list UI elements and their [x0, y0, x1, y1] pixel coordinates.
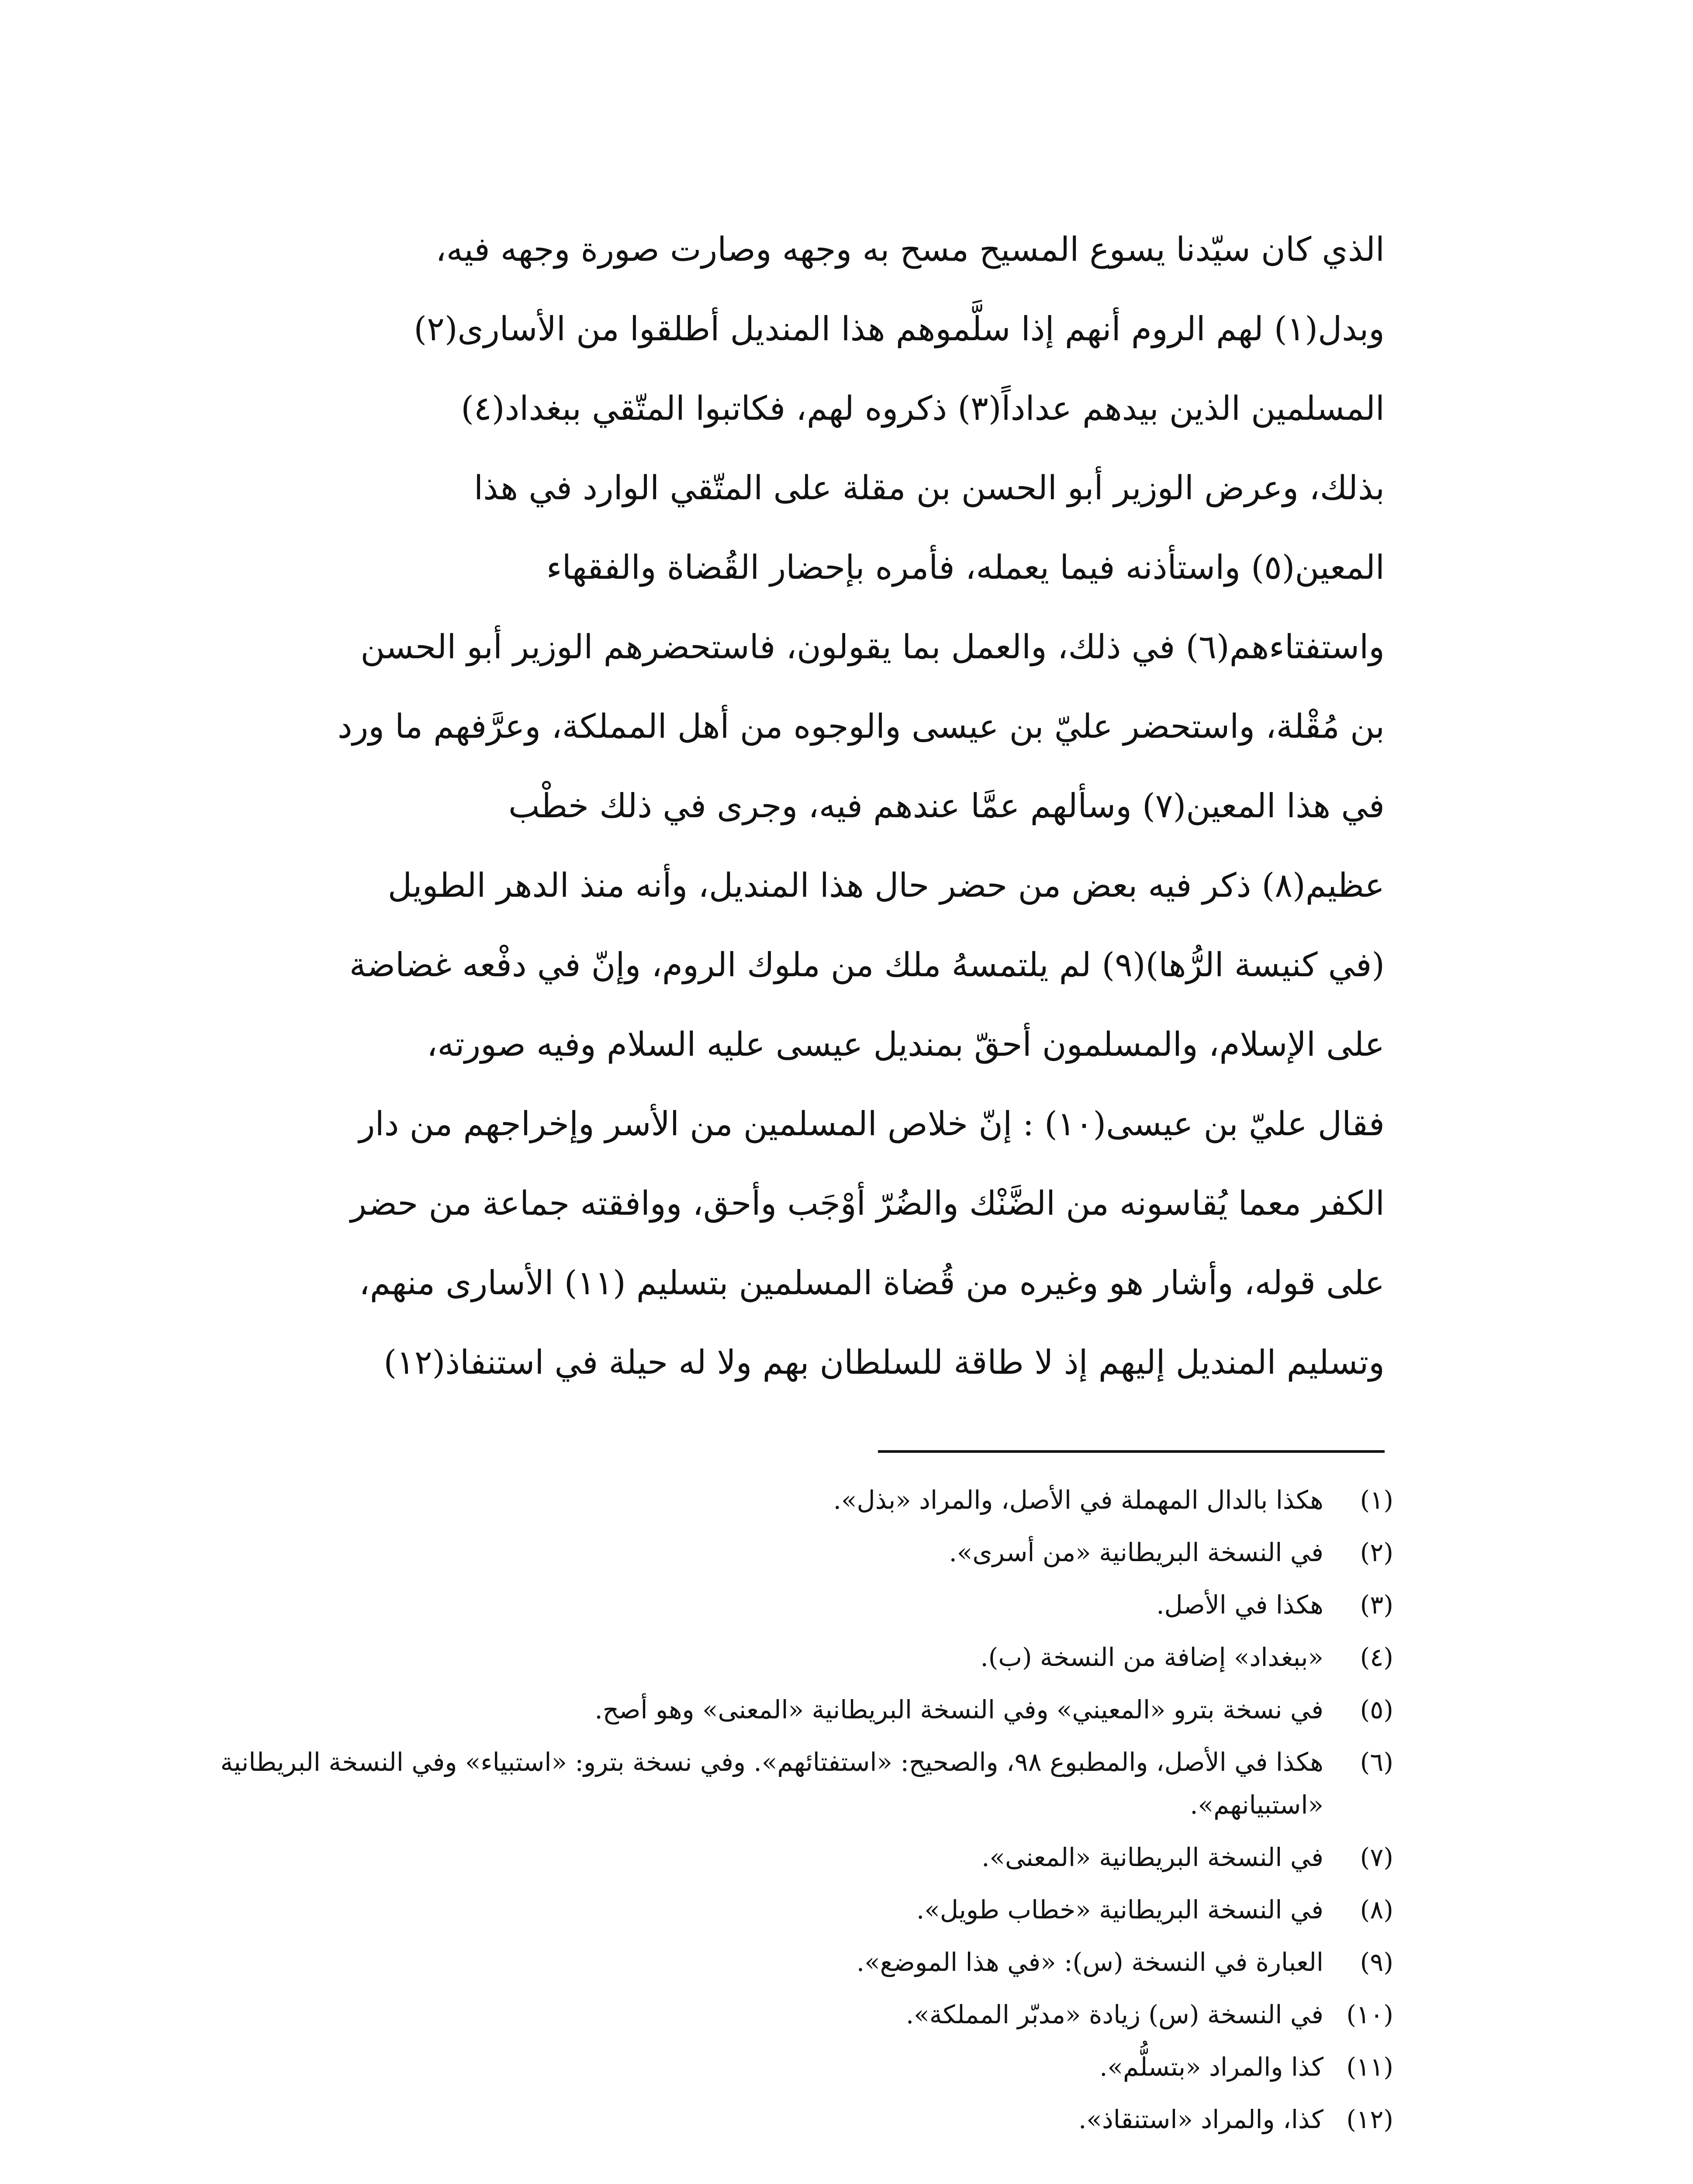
footnote-item	[118, 1688, 1393, 1731]
text-line: في هذا المعين(٧) وسألهم عمَّا عندهم فيه، وجرى في ذلك خطْب	[508, 786, 1385, 825]
footnote-item	[118, 1836, 1393, 1879]
footnote-text: في النسخة البريطانية «خطاب طويل».	[916, 1895, 1323, 1925]
footnote-item	[118, 1479, 1393, 1521]
footnote-number: (١٠)	[1346, 2000, 1393, 2029]
footnote-item	[118, 1888, 1393, 1931]
footnote-number: (٧)	[1360, 1842, 1393, 1872]
footnote-number: (٨)	[1360, 1895, 1393, 1925]
footnote-number: (١١)	[1346, 2052, 1393, 2082]
footnote-item	[118, 1583, 1393, 1626]
footnote-text: هكذا بالدال المهملة في الأصل، والمراد «بذل».	[833, 1485, 1323, 1515]
footnote-item	[118, 1741, 1393, 1826]
footnote-item	[118, 1993, 1393, 2036]
text-line: وبدل(١) لهم الروم أنهم إذا سلَّموهم هذا المنديل أطلقوا من الأسارى(٢)	[414, 309, 1385, 348]
footnote-item	[118, 1941, 1393, 1984]
footnote-text: هكذا في الأصل.	[1156, 1590, 1323, 1620]
footnotes-list	[118, 1479, 1393, 2150]
footnote-number: (١)	[1360, 1485, 1393, 1515]
text-line: بن مُقْلة، واستحضر عليّ بن عيسى والوجوه من أهل المملكة، وعرَّفهم ما ورد	[337, 707, 1385, 746]
text-line: (في كنيسة الرُّها)(٩) لم يلتمسهُ ملك من ملوك الروم، وإنّ في دفْعه غضاضة	[349, 945, 1385, 984]
footnote-text: كذا، والمراد «استنقاذ».	[1078, 2105, 1323, 2134]
footnote-number: (٩)	[1360, 1947, 1393, 1977]
text-line: عظيم(٨) ذكر فيه بعض من حضر حال هذا المنديل، وأنه منذ الدهر الطويل	[387, 866, 1385, 905]
footnote-number: (٥)	[1360, 1695, 1393, 1724]
footnote-number: (١٢)	[1346, 2105, 1393, 2134]
footnote-text: في النسخة البريطانية «من أسرى».	[949, 1538, 1323, 1567]
text-line: الذي كان سيّدنا يسوع المسيح مسح به وجهه وصارت صورة وجهه فيه،	[435, 230, 1385, 269]
footnote-number: (٣)	[1360, 1590, 1393, 1620]
text-line: على الإسلام، والمسلمون أحقّ بمنديل عيسى عليه السلام وفيه صورته،	[426, 1025, 1385, 1064]
footnote-item	[118, 1636, 1393, 1679]
footnote-text: كذا والمراد «بتسلُّم».	[1099, 2052, 1323, 2082]
footnote-text: هكذا في الأصل، والمطبوع ٩٨، والصحيح: «استفتائهم». وفي نسخة بترو: «استبياء» وفي النسخة البريطانية «استبيانهم».	[220, 1747, 1323, 1820]
footnote-item	[118, 2046, 1393, 2088]
text-line: المسلمين الذين بيدهم عداداً(٣) ذكروه لهم، فكاتبوا المتّقي ببغداد(٤)	[461, 389, 1385, 428]
main-text-block	[118, 210, 1385, 1402]
footnote-text: في نسخة بترو «المعيني» وفي النسخة البريطانية «المعنى» وهو أصح.	[594, 1695, 1323, 1724]
text-line: الكفر معما يُقاسونه من الضَّنْك والضُرّ أوْجَب وأحق، ووافقته جماعة من حضر	[350, 1184, 1385, 1223]
footnote-separator	[878, 1450, 1385, 1453]
text-line: واستفتاءهم(٦) في ذلك، والعمل بما يقولون، فاستحضرهم الوزير أبو الحسن	[360, 627, 1385, 666]
text-line: المعين(٥) واستأذنه فيما يعمله، فأمره بإحضار القُضاة والفقهاء	[546, 548, 1385, 587]
footnote-text: في النسخة البريطانية «المعنى».	[981, 1842, 1323, 1872]
text-line: على قوله، وأشار هو وغيره من قُضاة المسلمين بتسليم (١١) الأسارى منهم،	[359, 1263, 1385, 1302]
footnote-item	[118, 1531, 1393, 1574]
footnote-number: (٢)	[1360, 1538, 1393, 1567]
footnote-number: (٤)	[1360, 1642, 1393, 1672]
footnote-text: «ببغداد» إضافة من النسخة (ب).	[980, 1642, 1323, 1672]
text-line: فقال عليّ بن عيسى(١٠) : إنّ خلاص المسلمين من الأسر وإخراجهم من دار	[359, 1104, 1385, 1143]
text-line: بذلك، وعرض الوزير أبو الحسن بن مقلة على المتّقي الوارد في هذا	[473, 468, 1385, 507]
footnote-number: (٦)	[1360, 1747, 1393, 1777]
footnote-text: العبارة في النسخة (س): «في هذا الموضع».	[856, 1947, 1323, 1977]
footnote-item	[118, 2098, 1393, 2141]
text-line: وتسليم المنديل إليهم إذ لا طاقة للسلطان بهم ولا له حيلة في استنفاذ(١٢)	[384, 1343, 1385, 1382]
footnote-text: في النسخة (س) زيادة «مدبّر المملكة».	[905, 2000, 1323, 2029]
